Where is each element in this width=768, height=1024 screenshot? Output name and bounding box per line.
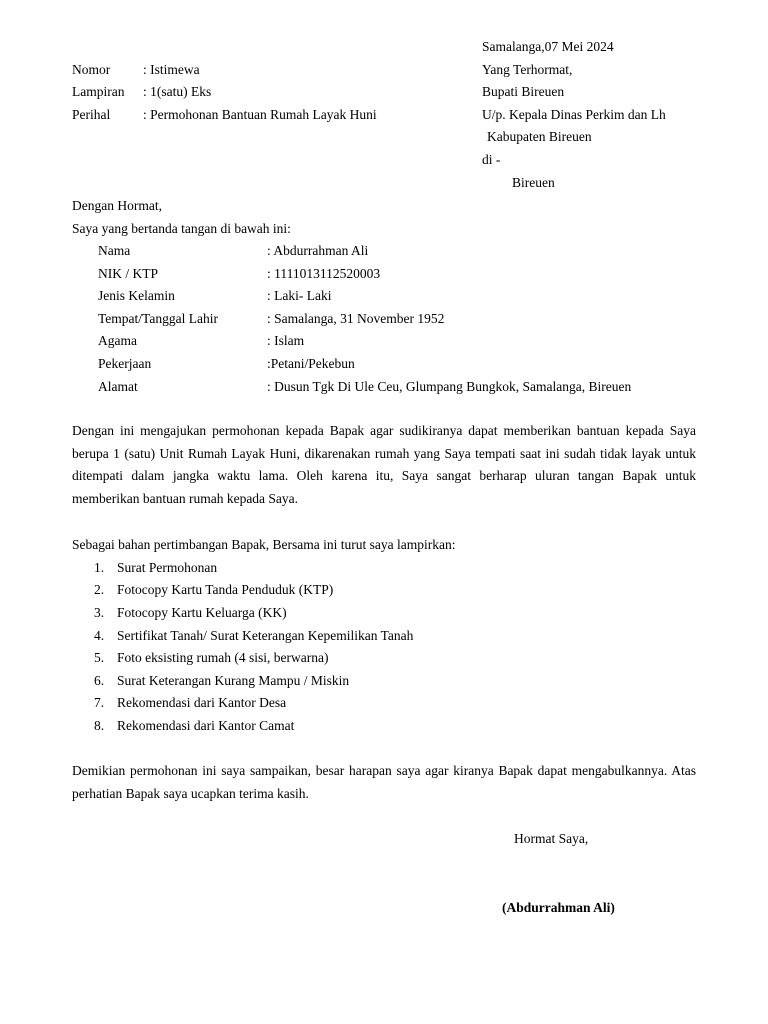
recipient-line-6: Bireuen [512,175,555,190]
list-item-number: 2. [94,582,105,597]
recipient-line-3: U/p. Kepala Dinas Perkim dan Lh [482,107,666,122]
lampiran-value: : 1(satu) Eks [143,84,212,99]
greeting: Dengan Hormat, [72,198,162,213]
list-item-number: 1. [94,560,105,575]
list-item: Rekomendasi dari Kantor Camat [117,718,295,733]
nomor-value: : Istimewa [143,62,200,77]
identity-label: Tempat/Tanggal Lahir [98,311,218,326]
identity-value: : Islam [267,333,305,348]
list-item-number: 6. [94,673,105,688]
identity-label: Agama [98,333,137,348]
list-item-number: 5. [94,650,105,665]
identity-label: NIK / KTP [98,266,158,281]
place-date: Samalanga,07 Mei 2024 [482,39,614,54]
signatory-name: (Abdurrahman Ali) [502,900,615,915]
list-item: Rekomendasi dari Kantor Desa [117,695,287,710]
closing-paragraph: Demikian permohonan ini saya sampaikan, besar harapan saya agar kiranya Bapak dapat mengabulkannya. Atas perhatian Bapak saya ucapkan terima kasih. [72,763,696,801]
list-item: Foto eksisting rumah (4 sisi, berwarna) [117,650,329,665]
list-item-number: 7. [94,695,105,710]
body-paragraph: Dengan ini mengajukan permohonan kepada Bapak agar sudikiranya dapat memberikan bantuan kepada Saya berupa 1 (satu) Unit Rumah Layak Huni, dikarenakan rumah yang Saya tempati saat ini sudah tidak layak untuk ditempati dalam jangka waktu lama. Oleh karena itu, Saya sangat berharap uluran tangan Bapak untuk memberikan bantuan rumah kepada Saya. [72,423,696,507]
identity-label: Alamat [98,379,138,394]
identity-label: Pekerjaan [98,356,152,371]
list-item: Fotocopy Kartu Keluarga (KK) [117,605,287,620]
perihal-label: Perihal [72,107,111,122]
intro-line: Saya yang bertanda tangan di bawah ini: [72,221,291,236]
list-item-number: 3. [94,605,105,620]
recipient-line-1: Yang Terhormat, [482,62,573,77]
list-item-number: 8. [94,718,105,733]
nomor-label: Nomor [72,62,111,77]
identity-value: : Laki- Laki [267,288,332,303]
identity-value: : Samalanga, 31 November 1952 [267,311,445,326]
sign-off: Hormat Saya, [514,831,589,846]
recipient-line-4: Kabupaten Bireuen [487,129,592,144]
list-item-number: 4. [94,628,105,643]
identity-label: Jenis Kelamin [98,288,175,303]
list-item: Surat Keterangan Kurang Mampu / Miskin [117,673,350,688]
lampiran-label: Lampiran [72,84,125,99]
identity-value: : Abdurrahman Ali [267,243,369,258]
list-item: Fotocopy Kartu Tanda Penduduk (KTP) [117,582,334,597]
identity-value: : Dusun Tgk Di Ule Ceu, Glumpang Bungkok, Samalanga, Bireuen [267,379,632,394]
perihal-value: : Permohonan Bantuan Rumah Layak Huni [143,107,377,122]
identity-value: : 1111013112520003 [267,266,381,281]
attachments-intro: Sebagai bahan pertimbangan Bapak, Bersama ini turut saya lampirkan: [72,537,456,552]
list-item: Sertifikat Tanah/ Surat Keterangan Kepemilikan Tanah [117,628,414,643]
identity-label: Nama [98,243,131,258]
recipient-line-5: di - [482,152,501,167]
identity-value: :Petani/Pekebun [267,356,355,371]
list-item: Surat Permohonan [117,560,218,575]
recipient-line-2: Bupati Bireuen [482,84,565,99]
